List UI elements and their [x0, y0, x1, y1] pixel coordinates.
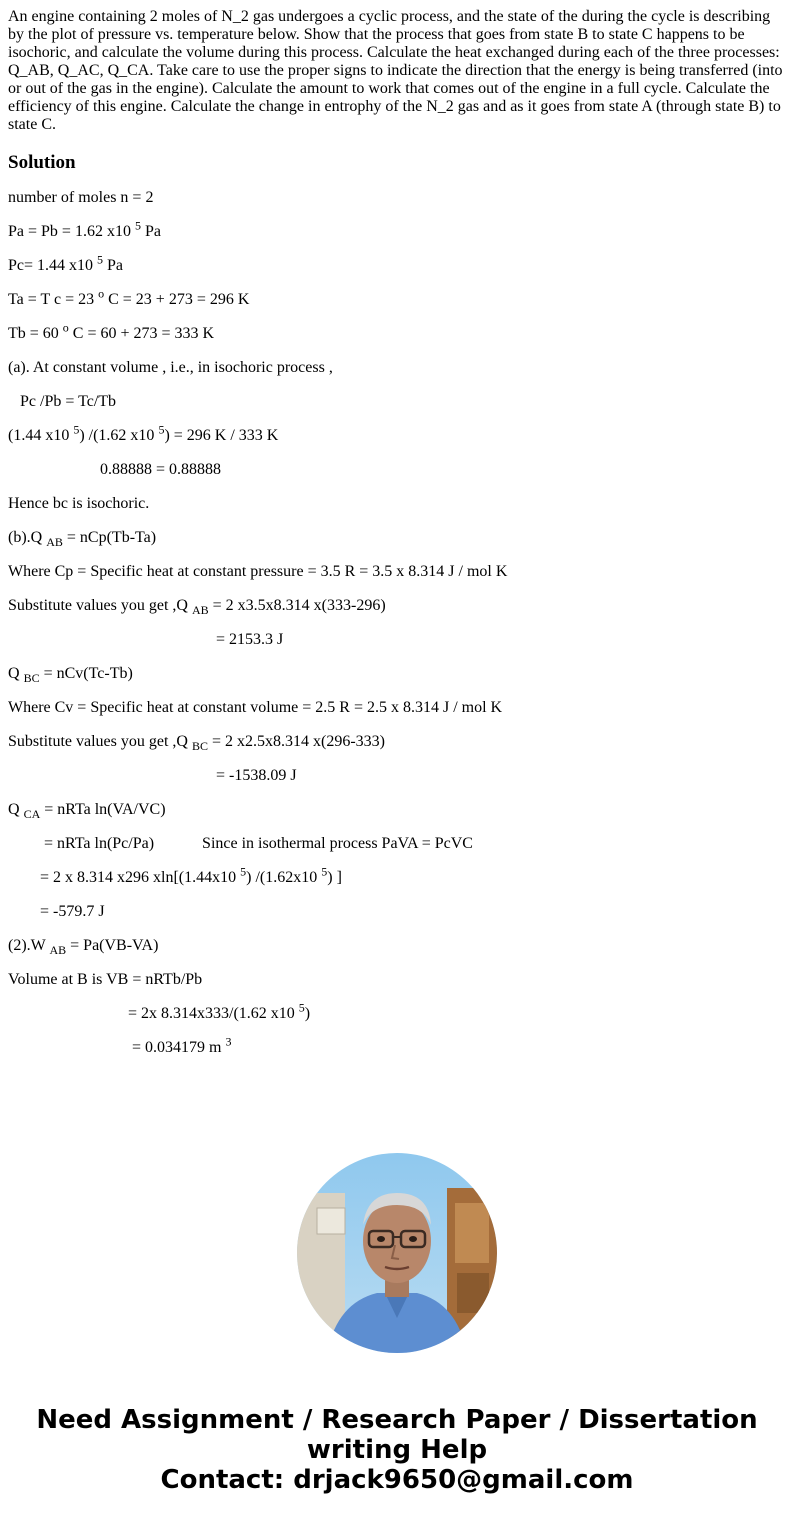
solution-line: [8, 801, 786, 822]
subscript: AB: [49, 943, 67, 958]
solution-line: [8, 563, 786, 581]
subscript: BC: [23, 671, 40, 686]
superscript: 3: [225, 1034, 232, 1049]
document: [8, 8, 786, 1073]
solution-line: [8, 971, 786, 989]
question-text: An engine containing 2 moles of N_2 gas undergoes a cyclic process, and the state of the during the cycle is describing by the plot of pressure vs. temperature below. Show that the process that goes from state B to state C happens to be isochoric, and calculate the volume during this process. Calculate the heat exchanged during each of the three processes: Q_AB, Q_AC, Q_CA. Take care to use the proper signs to indicate the direction that the energy is being transferred (into or out of the gas in the engine). Calculate the amount to work that comes out of the engine in a full cycle. Calculate the efficiency of this engine. Calculate the change in entrophy of the N_2 gas and as it goes from state A (through state B) to state C.: [8, 8, 783, 133]
solution-line: [8, 699, 786, 717]
line-text: = nRTa ln(VA/VC): [40, 801, 166, 818]
line-text: = 2 x3.5x8.314 x(333-296): [208, 597, 386, 614]
solution-line: [8, 1000, 786, 1023]
line-text: Ta = T c = 23: [8, 291, 99, 308]
line-text: number of moles n = 2: [8, 189, 154, 206]
line-text: Pa: [140, 223, 161, 240]
line-text: = -579.7 J: [8, 903, 105, 920]
line-text: Substitute values you get ,Q: [8, 597, 192, 614]
avatar: [297, 1153, 497, 1353]
solution-heading: Solution: [8, 152, 76, 173]
solution-line: [8, 422, 786, 445]
line-text: Pa = Pb = 1.62 x10: [8, 223, 135, 240]
subscript: BC: [191, 739, 208, 754]
footer-line-3: Contact: drjack9650@gmail.com: [160, 1465, 634, 1495]
line-text: = Pa(VB-VA): [66, 937, 159, 954]
line-text: = -1538.09 J: [8, 767, 297, 784]
solution-line: [8, 903, 786, 921]
line-text: Where Cp = Specific heat at constant pressure = 3.5 R = 3.5 x 8.314 J / mol K: [8, 563, 508, 580]
line-text: = nCv(Tc-Tb): [39, 665, 133, 682]
solution-line: [8, 495, 786, 513]
line-text: = 2x 8.314x333/(1.62 x10: [8, 1005, 299, 1022]
line-text: 0.88888 = 0.88888: [8, 461, 222, 478]
line-text: ): [304, 1005, 311, 1022]
line-text: ) = 296 K / 333 K: [164, 427, 279, 444]
solution-line: [8, 218, 786, 241]
line-text: = 2153.3 J: [8, 631, 284, 648]
footer-line-1: Need Assignment / Research Paper / Dissertation: [36, 1405, 758, 1435]
line-text: (1.44 x10: [8, 427, 74, 444]
line-text: (a). At constant volume , i.e., in isochoric process ,: [8, 359, 333, 376]
solution-line: [8, 529, 786, 550]
line-text: Pa: [103, 257, 124, 274]
line-text: = 2 x2.5x8.314 x(296-333): [208, 733, 386, 750]
line-text: C = 23 + 273 = 296 K: [104, 291, 250, 308]
line-text: Substitute values you get ,Q: [8, 733, 192, 750]
line-text: = 2 x 8.314 x296 xln[(1.44x10: [8, 869, 241, 886]
line-text: = 0.034179 m: [8, 1039, 226, 1056]
subscript: CA: [23, 807, 41, 822]
solution-line: [8, 835, 786, 853]
superscript: 5: [97, 252, 104, 267]
solution-lines: [8, 189, 786, 1057]
solution-line: [8, 597, 786, 618]
subscript: AB: [191, 603, 209, 618]
superscript: 5: [73, 422, 80, 437]
line-text: Hence bc is isochoric.: [8, 495, 150, 512]
line-text: Tb = 60: [8, 325, 63, 342]
solution-line: [8, 733, 786, 754]
line-text: Q: [8, 801, 24, 818]
solution-line: [8, 665, 786, 686]
line-text: Pc= 1.44 x10: [8, 257, 98, 274]
solution-line: [8, 393, 786, 411]
line-text: Volume at B is VB = nRTb/Pb: [8, 971, 203, 988]
superscript: o: [62, 320, 69, 335]
line-text: Where Cv = Specific heat at constant volume = 2.5 R = 2.5 x 8.314 J / mol K: [8, 699, 503, 716]
subscript: AB: [46, 535, 63, 550]
line-text: = nCp(Tb-Ta): [62, 529, 157, 546]
solution-line: [8, 252, 786, 275]
line-text: (2).W: [8, 937, 50, 954]
superscript: 5: [158, 422, 165, 437]
solution-line: [8, 461, 786, 479]
superscript: o: [98, 286, 105, 301]
footer-line-2: writing Help: [306, 1435, 488, 1465]
line-text: = nRTa ln(Pc/Pa) Since in isothermal process PaVA = PcVC: [8, 835, 473, 852]
superscript: 5: [240, 864, 247, 879]
footer-banner: [0, 1405, 794, 1495]
solution-line: [8, 359, 786, 377]
line-text: ) ]: [327, 869, 342, 886]
line-text: Pc /Pb = Tc/Tb: [8, 393, 117, 410]
solution-line: [8, 320, 786, 343]
line-text: (b).Q: [8, 529, 47, 546]
solution-line: [8, 1034, 786, 1057]
solution-line: [8, 286, 786, 309]
superscript: 5: [298, 1000, 305, 1015]
superscript: 5: [321, 864, 328, 879]
line-text: C = 60 + 273 = 333 K: [68, 325, 215, 342]
solution-line: [8, 189, 786, 207]
person-photo-icon: [297, 1153, 497, 1353]
solution-line: [8, 631, 786, 649]
superscript: 5: [134, 218, 141, 233]
solution-line: [8, 767, 786, 785]
line-text: Q: [8, 665, 24, 682]
solution-line: [8, 864, 786, 887]
line-text: ) /(1.62x10: [246, 869, 322, 886]
solution-line: [8, 937, 786, 958]
line-text: ) /(1.62 x10: [79, 427, 159, 444]
